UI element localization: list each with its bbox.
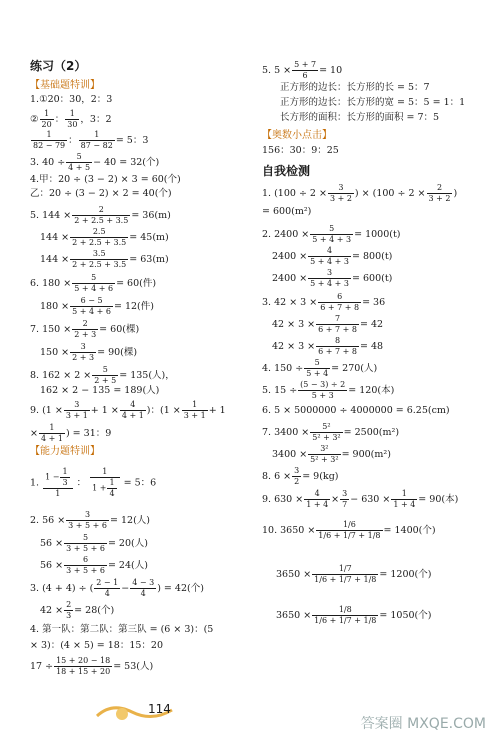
answer-line: 2400 × $\frac{3}{5 + 4 + 3}$ = 600(t): [272, 268, 393, 288]
answer-line: 150 × $\frac{3}{2 + 3}$ = 90(棵): [40, 342, 138, 362]
answer-line: × 3)：(4 × 5) = 18：15：20: [30, 640, 163, 651]
answer-line: $\frac{1}{82 - 79}$ ： $\frac{1}{87 - 82}$ = 5：3: [33, 130, 149, 150]
answer-line: 3. 40 ÷ $\frac{5}{4 + 5}$ − 40 = 32(个): [30, 152, 160, 172]
answer-line: 4.甲：20 ÷ (3 − 2) × 3 = 60(个): [30, 174, 181, 185]
answer-line: 9. 630 × $\frac{4}{1 + 4}$ × $\frac{3}{7}$ − 630 × $\frac{1}{1 + 4}$ = 90(本): [262, 489, 459, 509]
answer-line: 2. 2400 × $\frac{5}{5 + 4 + 3}$ = 1000(t): [262, 224, 401, 244]
answer-line: 乙：20 ÷ (3 − 2) × 2 = 40(个): [30, 188, 172, 199]
answer-line: 42 × $\frac{2}{3}$ = 28(个): [40, 600, 115, 620]
answer-line: 5. 5 × $\frac{5 + 7}{6}$ = 10: [262, 60, 343, 80]
answer-line: 42 × 3 × $\frac{7}{6 + 7 + 8}$ = 42: [272, 314, 384, 334]
answer-line: 6. 180 × $\frac{5}{5 + 4 + 6}$ = 60(件): [30, 273, 157, 293]
answer-line: 3650 × $\frac{1/7}{1/6 + 1/7 + 1/8}$ = 1200(个): [276, 564, 432, 584]
section-self-test: 自我检测: [262, 164, 311, 178]
answer-line: 3400 × $\frac{\text{3²}}{\text{5² + 3²}}$ = 900(m²): [272, 444, 391, 464]
answer-line: 3650 × $\frac{1/8}{1/6 + 1/7 + 1/8}$ = 1050(个): [276, 605, 432, 625]
answer-line: 8. 162 × 2 × $\frac{5}{2 + 5}$ = 135(人)，: [30, 365, 175, 385]
answer-line: 1. 1 − $\frac{1}{3}$ 1 ： 1 1 + $\frac{1}{4}$ = 5：6: [30, 467, 157, 498]
answer-line: 144 × $\frac{3.5}{2 + 2.5 + 3.5}$ = 63(m): [40, 249, 169, 269]
answer-line: 7. 3400 × $\frac{\text{5²}}{\text{5² + 3²}}$ = 2500(m²): [262, 422, 400, 442]
answer-line: 8. 6 × $\frac{3}{2}$ = 9(kg): [262, 466, 339, 486]
answer-line: 56 × $\frac{5}{3 + 5 + 6}$ = 20(人): [40, 533, 148, 553]
answer-line: 2400 × $\frac{4}{5 + 4 + 3}$ = 800(t): [272, 246, 393, 266]
answer-line: 17 ÷ $\frac{15 + 20 - 18}{18 + 15 + 20}$ = 53(人): [30, 656, 154, 676]
answer-line: 4. 150 ÷ $\frac{5}{5 + 4}$ = 270(人): [262, 358, 378, 378]
answer-line: 10. 3650 × $\frac{1/6}{1/6 + 1/7 + 1/8}$ = 1400(个): [262, 520, 436, 540]
answer-line: 156：30：9：25: [262, 145, 339, 156]
answer-line: ② $\frac{1}{20}$ ： $\frac{1}{30}$ ，3：2: [30, 109, 112, 129]
answer-line: × $\frac{1}{4 + 1}$ ) = 31：9: [30, 423, 112, 443]
section-basic: 【基础题特训】: [30, 80, 100, 91]
answer-line: 长方形的面积：长方形的面积 = 7：5: [280, 112, 440, 123]
answer-line: 5. 144 × $\frac{2}{2 + 2.5 + 3.5}$ = 36(m): [30, 205, 171, 225]
section-olympiad: 【奥数小点击】: [262, 130, 332, 141]
answer-line: 5. 15 ÷ $\frac{(5 - 3) \div 2}{5 + 3}$ = 120(本): [262, 380, 395, 400]
answer-line: 144 × $\frac{2.5}{2 + 2.5 + 3.5}$ = 45(m): [40, 227, 169, 247]
answer-line: 4. 第一队：第二队：第三队 = (6 × 3)：(5: [30, 624, 214, 635]
answer-line: = 600(m²): [262, 206, 312, 217]
page-title: 练习（2）: [30, 59, 87, 73]
answer-line: 正方形的边长：长方形的宽 = 5：5 = 1：1: [280, 97, 466, 108]
answer-line: 正方形的边长：长方形的长 = 5：7: [280, 82, 430, 93]
answer-line: 42 × 3 × $\frac{8}{6 + 7 + 8}$ = 48: [272, 336, 384, 356]
answer-line: 2. 56 × $\frac{3}{3 + 5 + 6}$ = 12(人): [30, 510, 150, 530]
answer-line: 7. 150 × $\frac{2}{2 + 3}$ = 60(棵): [30, 319, 140, 339]
footer-decoration: [92, 694, 202, 724]
answer-line: 9. (1 × $\frac{3}{3 + 1}$ + 1 × $\frac{4}{4 + 1}$ )：(1 × $\frac{1}{3 + 1}$ + 1: [30, 400, 226, 420]
answer-line: 3. 42 × 3 × $\frac{6}{6 + 7 + 8}$ = 36: [262, 292, 386, 312]
watermark: 答案圈 MXQE.COM: [360, 716, 486, 732]
page-number: 114: [148, 702, 171, 716]
answer-line: 180 × $\frac{6 - 5}{5 + 4 + 6}$ = 12(件): [40, 296, 154, 316]
answer-line: 3. (4 + 4) ÷ ( $\frac{2 - 1}{4}$ − $\frac{4 - 3}{4}$ ) = 42(个): [30, 578, 204, 598]
answer-line: 56 × $\frac{6}{3 + 5 + 6}$ = 24(人): [40, 555, 148, 575]
answer-line: 6. 5 × 5000000 ÷ 4000000 = 6.25(cm): [262, 405, 450, 416]
answer-line: 162 × 2 − 135 = 189(人): [40, 385, 160, 396]
answer-line: 1.①20：30，2：3: [30, 94, 113, 105]
section-ability: 【能力题特训】: [30, 446, 100, 457]
answer-line: 1. (100 ÷ 2 × $\frac{3}{3 + 2}$ ) × (100 ÷ 2 × $\frac{2}{3 + 2}$ ): [262, 183, 458, 203]
